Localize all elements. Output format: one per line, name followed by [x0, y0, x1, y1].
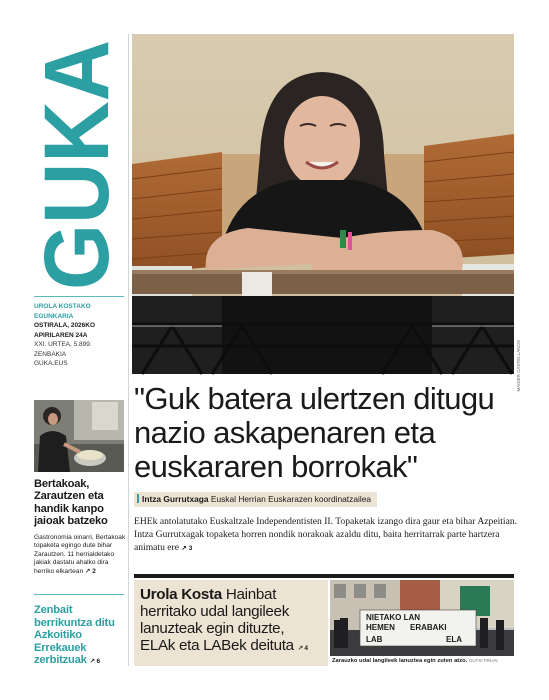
side-story-bertakoak[interactable] [34, 478, 126, 577]
column-divider [128, 34, 129, 666]
meta-rule [34, 296, 124, 297]
logo-text: GUKA [26, 19, 128, 290]
main-headline[interactable]: "Guk batera ulertzen ditugu nazio askapenaren eta euskararen borrokak" [134, 381, 495, 484]
side-story-title[interactable]: Bertakoak, Zarautzen eta handik kanpo jaioak batzeko [34, 478, 108, 528]
meta-date: APIRILAREN 24A [34, 331, 88, 339]
banner-line-3: ERABAKI [410, 623, 447, 632]
byline [134, 492, 377, 507]
bottom-text[interactable]: Hainbat herritako udal langileek lanuzteak egin dituzte, ELAk eta LABek deituta [140, 586, 294, 654]
page-ref: ↗ 2 [84, 568, 96, 575]
photo-credit: MAIDER CASTELLANOS [516, 340, 521, 392]
page-ref: ↗ 6 [89, 658, 100, 666]
bottom-story[interactable] [134, 580, 328, 666]
bottom-rule [134, 574, 514, 578]
bottom-kicker: Urola Kosta [140, 586, 222, 603]
side-story-body: Gastronomia oinarri, Bertakoak topaketa egingo dute bihar Zarautzen. 11 herrialdetako jakiak dastatu ahalko dira herriko elkartean ↗ 2 [34, 533, 126, 575]
byline-role: Euskal Herrian Euskarazen koordinatzailea [210, 494, 372, 504]
issue-meta [34, 302, 124, 369]
meta-day: OSTIRALA, 2026KO [34, 322, 96, 329]
page-ref: ↗ 4 [297, 645, 308, 652]
main-photo[interactable] [132, 34, 514, 374]
guka-logo [26, 19, 128, 290]
meta-site[interactable]: GUKA.EUS [34, 360, 68, 367]
byline-name: Intza Gurrutxaga [142, 494, 209, 504]
byline-accent [137, 494, 139, 503]
side-story-errekauek[interactable] [34, 604, 126, 669]
banner-line-1: NIETAKO LAN [366, 613, 421, 622]
banner-line-5: ELA [446, 635, 462, 644]
caption-credit: GUTXI PIÑAN [468, 658, 498, 663]
strike-photo[interactable] [330, 580, 514, 656]
lede: EHEk antolatutako Euskaltzale Independentisten II. Topaketak izango dira gaur eta bihar Azpeitian. Intza Gurrutxagak topaketa horren nondik norakoak azaldu ditu, baita herritarrak parte hartzera animatu ere ↗ 3 [134, 516, 518, 553]
meta-paper: EGUNKARIA [34, 312, 74, 320]
banner-line-4: LAB [366, 635, 383, 644]
cooking-photo[interactable] [34, 400, 124, 472]
side-rule [34, 594, 124, 595]
meta-issue: XXI. URTEA, 5.899. ZENBAKIA [34, 341, 92, 358]
side-story2-title[interactable]: Zenbait berrikuntza ditu Azkoitiko Errekauek zerbitzuak ↗ 6 [34, 604, 115, 667]
meta-region: UROLA KOSTAKO [34, 303, 91, 310]
banner-line-2: HEMEN [366, 623, 395, 632]
photo-caption: Zarauzko udal langileek lanuztea egin zuten atzo. GUTXI PIÑAN [332, 658, 498, 664]
page-ref: ↗ 3 [181, 544, 193, 552]
